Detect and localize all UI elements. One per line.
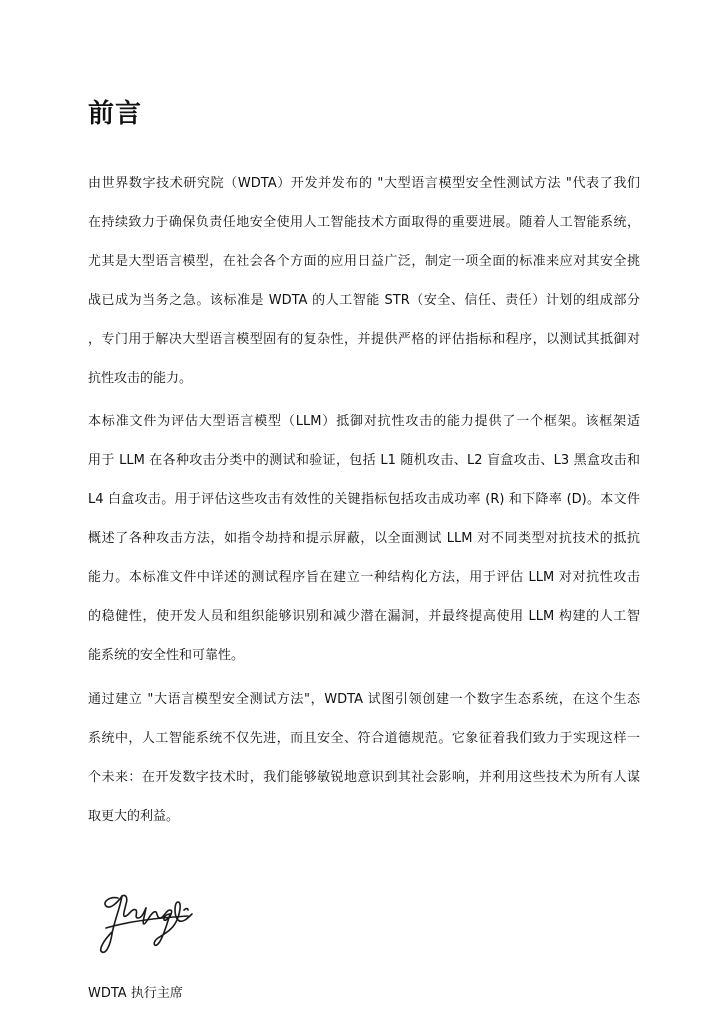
paragraph-line: 在持续致力于确保负责任地安全使用人工智能技术方面取得的重要进展。随着人工智能系统， bbox=[88, 215, 640, 230]
paragraph-line: 尤其是大型语言模型，在社会各个方面的应用日益广泛，制定一项全面的标准来应对其安全挑 bbox=[88, 254, 640, 269]
paragraph-line: 能力。本标准文件中详述的测试程序旨在建立一种结构化方法，用于评估 LLM 对对抗性攻击 bbox=[88, 570, 640, 585]
paragraph-intro bbox=[88, 174, 640, 408]
paragraph-line: 本标准文件为评估大型语言模型（LLM）抵御对抗性攻击的能力提供了一个框架。该框架适 bbox=[88, 414, 640, 429]
paragraph-framework bbox=[88, 412, 640, 685]
paragraph-line: 通过建立 "大语言模型安全测试方法"，WDTA 试图引领创建一个数字生态系统，在这个生态 bbox=[88, 692, 640, 707]
paragraph-conclusion bbox=[88, 690, 640, 846]
paragraph-line: 概述了各种攻击方法，如指令劫持和提示屏蔽，以全面测试 LLM 对不同类型对抗技术的抵抗 bbox=[88, 531, 640, 546]
paragraph-line: 系统中，人工智能系统不仅先进，而且安全、符合道德规范。它象征着我们致力于实现这样一 bbox=[88, 731, 640, 746]
handwritten-signature bbox=[96, 888, 200, 960]
paragraph-line: 抗性攻击的能力。 bbox=[88, 371, 193, 386]
paragraph-line: 的稳健性，使开发人员和组织能够识别和减少潜在漏洞，并最终提高使用 LLM 构建的人工智 bbox=[88, 609, 640, 624]
paragraph-line: 由世界数字技术研究院（WDTA）开发并发布的 "大型语言模型安全性测试方法 "代表了我们 bbox=[88, 176, 640, 191]
paragraph-line: 用于 LLM 在各种攻击分类中的测试和验证，包括 L1 随机攻击、L2 盲盒攻击、L3 黑盒攻击和 bbox=[88, 453, 640, 468]
paragraph-line: 取更大的利益。 bbox=[88, 809, 180, 824]
paragraph-line: 个未来：在开发数字技术时，我们能够敏锐地意识到其社会影响，并利用这些技术为所有人谋 bbox=[88, 770, 640, 785]
paragraph-line: ，专门用于解决大型语言模型固有的复杂性，并提供严格的评估指标和程序，以测试其抵御对 bbox=[88, 332, 640, 347]
paragraph-line: 能系统的安全性和可靠性。 bbox=[88, 648, 245, 663]
signature-caption: WDTA 执行主席 bbox=[88, 986, 183, 1001]
paragraph-line: 战已成为当务之急。该标准是 WDTA 的人工智能 STR（安全、信任、责任）计划的组成部分 bbox=[88, 293, 640, 308]
page-title: 前言 bbox=[88, 99, 143, 129]
paragraph-line: L4 白盒攻击。用于评估这些攻击有效性的关键指标包括攻击成功率 (R) 和下降率 (D)。本文件 bbox=[88, 492, 640, 507]
